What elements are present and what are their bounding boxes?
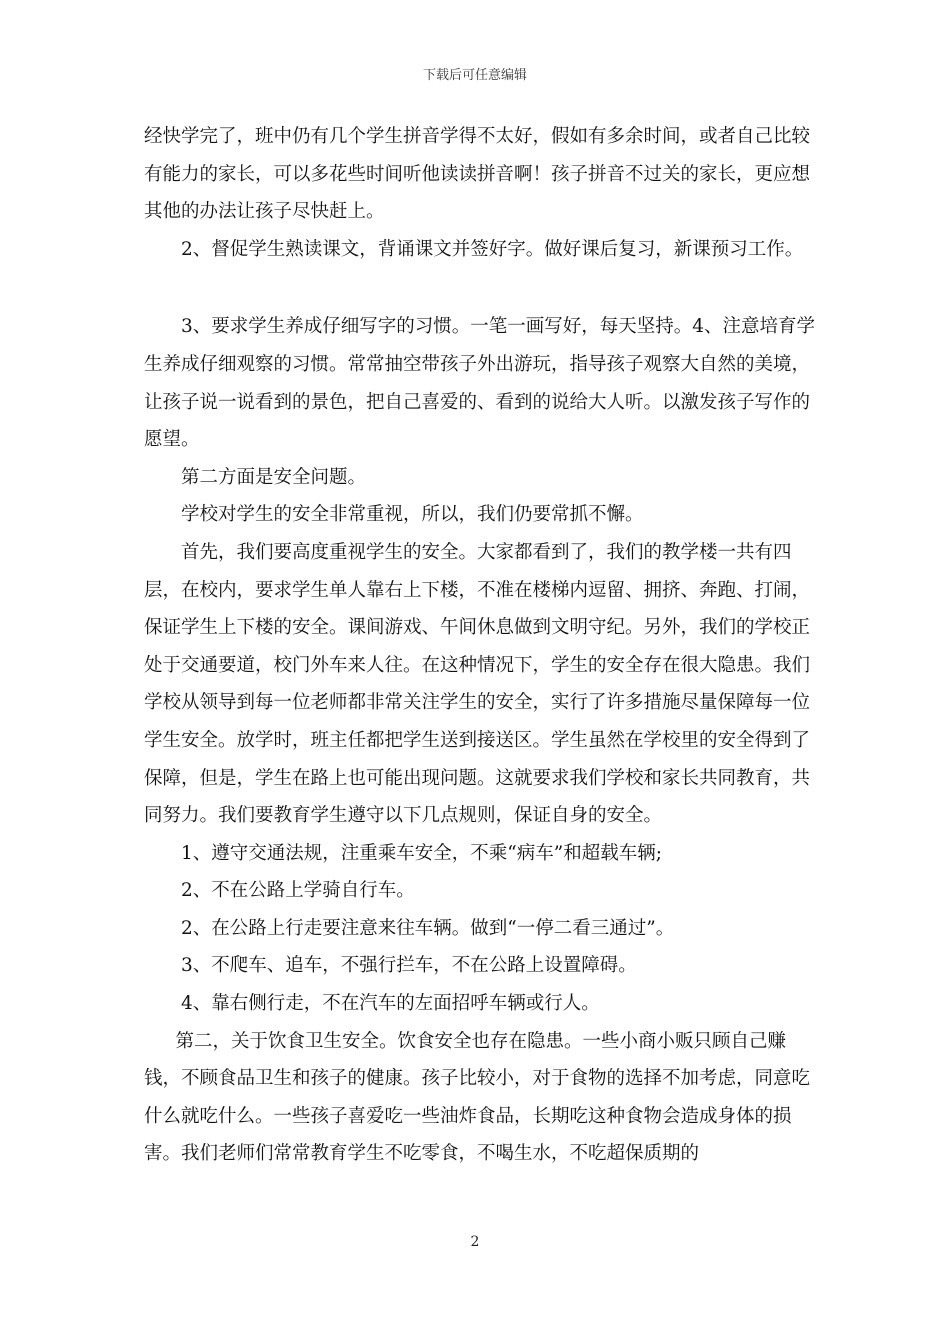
page-header: 下载后可任意编辑: [422, 68, 527, 83]
page-number: 2: [470, 1234, 480, 1250]
list-item-rule-4: 4、靠右侧行走，不在汽车的左面招呼车辆或行人。: [181, 993, 600, 1015]
list-item-rule-2b: 2、在公路上行走要注意来往车辆。做到“一停二看三通过”。: [181, 917, 675, 939]
paragraph-pinyin-continued: 经快学完了，班中仍有几个学生拼音学得不太好，假如有多余时间，或者自己比较有能力的家长，可以多花些时间听他读读拼音啊！孩子拼音不过关的家长，更应想其他的办法让孩子尽快赶上。: [144, 126, 811, 223]
paragraph-safety-intro: 学校对学生的安全非常重视，所以，我们仍要常抓不懈。: [181, 504, 644, 526]
list-item-rule-3: 3、不爬车、追车，不强行拦车，不在公路上设置障碍。: [181, 955, 637, 977]
paragraph-safety-heading: 第二方面是安全问题。: [181, 466, 367, 488]
list-item-rule-1: 1、遵守交通法规，注重乘车安全，不乘“病车”和超载车辆;: [181, 842, 662, 864]
document-body: [144, 118, 820, 1173]
paragraph-school-safety: 首先，我们要高度重视学生的安全。大家都看到了，我们的教学楼一共有四层，在校内，要求学生单人靠右上下楼，不准在楼梯内逗留、拥挤、奔跑、打闹，保证学生上下楼的安全。课间游戏、午间休息做到文明守纪。另外，我们的学校正处于交通要道，校门外车来人往。在这种情况下，学生的安全存在很大隐患。我们学校从领导到每一位老师都非常关注学生的安全，实行了许多措施尽量保障每一位学生安全。放学时，班主任都把学生送到接送区。学生虽然在学校里的安全得到了保障，但是，学生在路上也可能出现问题。这就要求我们学校和家长共同教育，共同努力。我们要教育学生遵守以下几点规则，保证自身的安全。: [144, 541, 811, 827]
paragraph-item-2-recite: 2、督促学生熟读课文，背诵课文并签好字。做好课后复习，新课预习工作。: [181, 238, 804, 260]
paragraph-item-3-writing: 3、要求学生养成仔细写字的习惯。一笔一画写好，每天坚持。4、注意培育学生养成仔细观察的习惯。常常抽空带孩子外出游玩，指导孩子观察大自然的美境，让孩子说一说看到的景色，把自己喜爱的、看到的说给大人听。以激发孩子写作的愿望。: [144, 316, 816, 451]
list-item-rule-2a: 2、不在公路上学骑自行车。: [181, 880, 415, 902]
paragraph-food-safety: 第二，关于饮食卫生安全。饮食安全也存在隐患。一些小商小贩只顾自己赚钱，不顾食品卫生和孩子的健康。孩子比较小，对于食物的选择不加考虑，同意吃什么就吃什么。一些孩子喜爱吃一些油炸食品，长期吃这种食物会造成身体的损害。我们老师们常常教育学生不吃零食，不喝生水，不吃超保质期的: [144, 1030, 811, 1165]
